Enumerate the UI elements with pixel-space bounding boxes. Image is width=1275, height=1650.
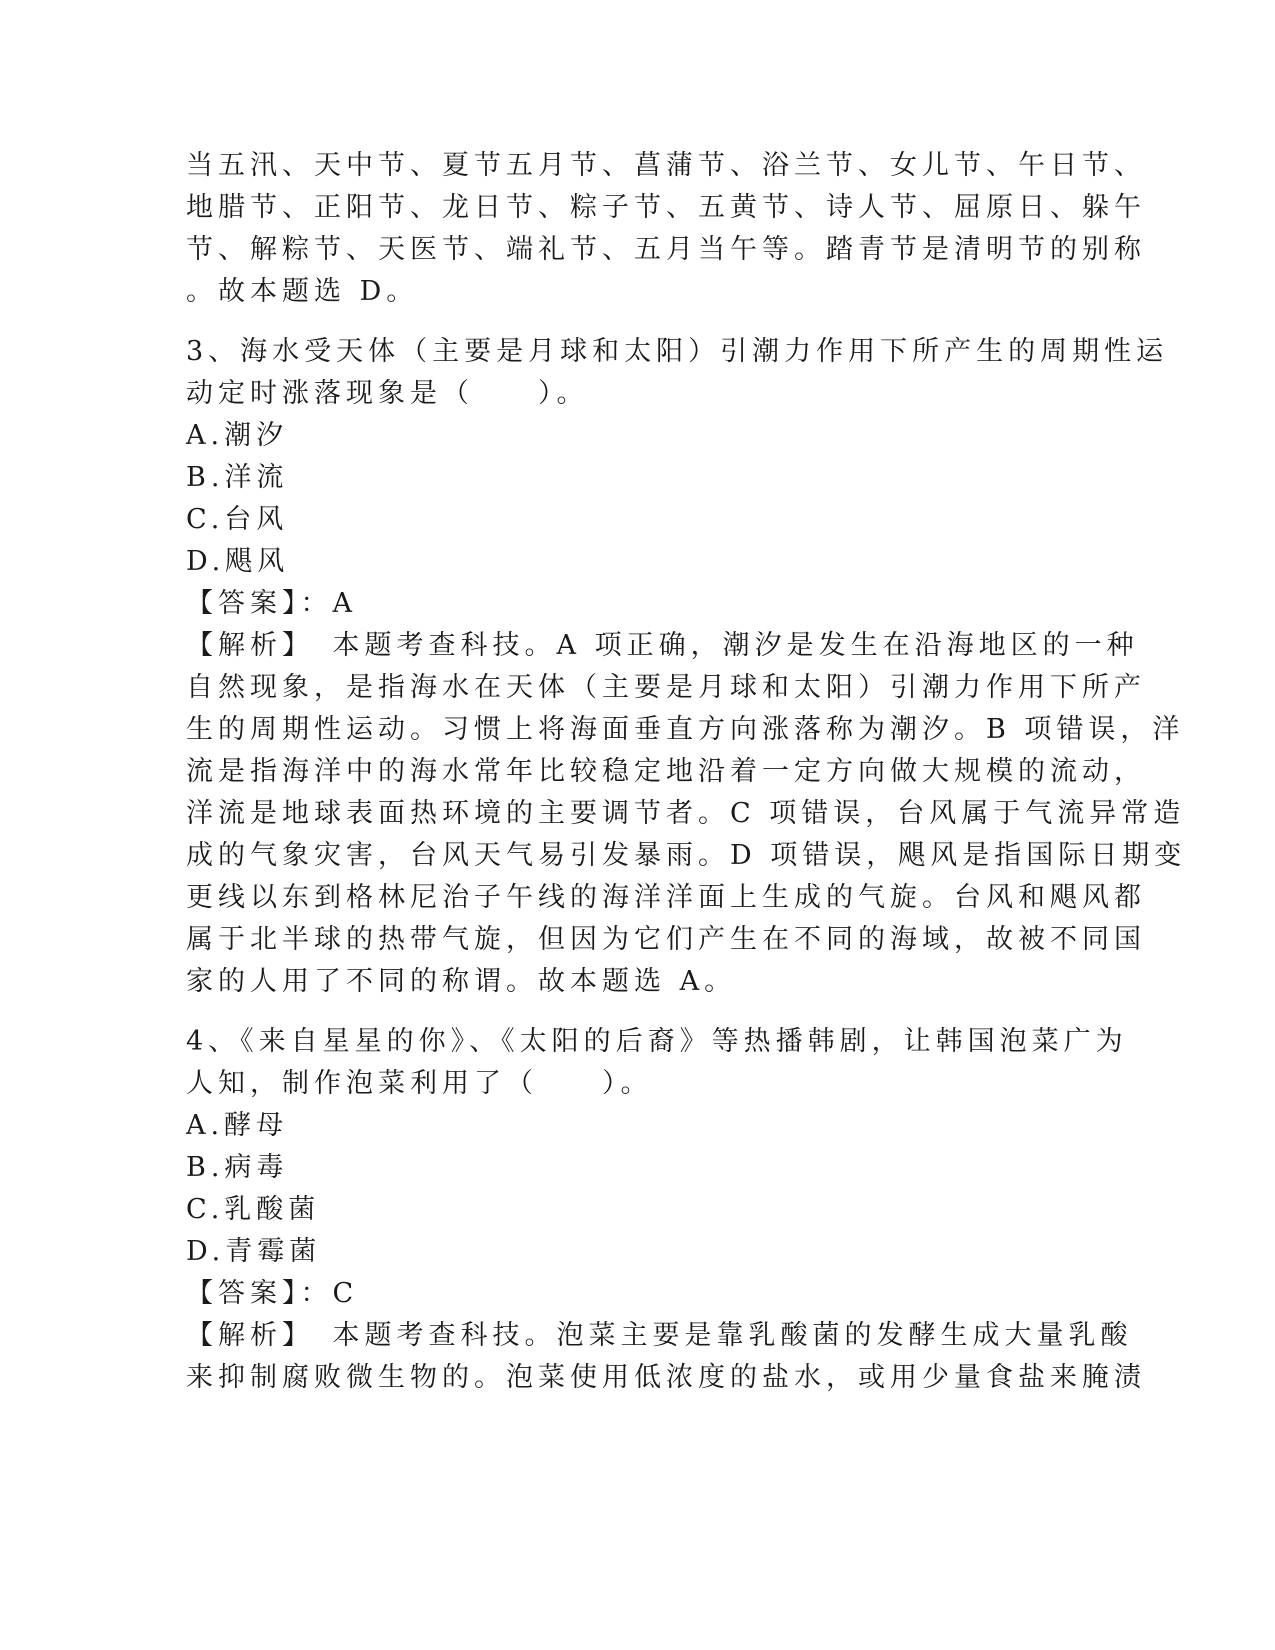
- analysis-line: 家的人用了不同的称谓。故本题选 A。: [186, 966, 737, 997]
- analysis-line: 【解析】 本题考查科技。泡菜主要是靠乳酸菌的发酵生成大量乳酸: [186, 1320, 1133, 1351]
- analysis-line: 【解析】 本题考查科技。A 项正确，潮汐是发生在沿海地区的一种: [186, 630, 1139, 661]
- option-c: C.乳酸菌: [186, 1194, 321, 1225]
- option-b: B.洋流: [186, 462, 289, 493]
- text-line: 当五汛、天中节、夏节五月节、菖蒲节、浴兰节、女儿节、午日节、: [186, 150, 1146, 181]
- question-stem-line: 动定时涨落现象是（ ）。: [186, 378, 589, 409]
- analysis-line: 自然现象，是指海水在天体（主要是月球和太阳）引潮力作用下所产: [186, 672, 1146, 703]
- question-stem-line: 3、海水受天体（主要是月球和太阳）引潮力作用下所产生的周期性运: [186, 336, 1169, 367]
- analysis-line: 更线以东到格林尼治子午线的海洋洋面上生成的气旋。台风和飓风都: [186, 882, 1146, 913]
- option-a: A.潮汐: [186, 420, 289, 451]
- option-c: C.台风: [186, 504, 289, 535]
- paragraph-gap: [186, 313, 1086, 331]
- text-line: 地腊节、正阳节、龙日节、粽子节、五黄节、诗人节、屈原日、躲午: [186, 192, 1146, 223]
- analysis-line: 洋流是地球表面热环境的主要调节者。C 项错误，台风属于气流异常造: [186, 798, 1186, 829]
- analysis-line: 流是指海洋中的海水常年比较稳定地沿着一定方向做大规模的流动，: [186, 756, 1146, 787]
- option-d: D.青霉菌: [186, 1236, 322, 1267]
- option-d: D.飓风: [186, 546, 290, 577]
- option-a: A.酵母: [186, 1110, 289, 1141]
- text-line: 。故本题选 D。: [186, 276, 419, 307]
- analysis-line: 成的气象灾害，台风天气易引发暴雨。D 项错误，飓风是指国际日期变: [186, 840, 1187, 871]
- question-3: [186, 331, 1187, 1003]
- q2-explanation-continued: [186, 145, 1146, 313]
- paragraph-gap: [186, 1003, 1086, 1021]
- document-page: [186, 145, 1187, 1399]
- answer-line: 【答案】：A: [186, 588, 357, 619]
- answer-line: 【答案】：C: [186, 1278, 359, 1309]
- analysis-line: 来抑制腐败微生物的。泡菜使用低浓度的盐水，或用少量食盐来腌渍: [186, 1362, 1146, 1393]
- option-b: B.病毒: [186, 1152, 289, 1183]
- question-stem-line: 4、《来自星星的你》、《太阳的后裔》等热播韩剧，让韩国泡菜广为: [186, 1026, 1128, 1057]
- question-stem-line: 人知，制作泡菜利用了（ ）。: [186, 1068, 653, 1099]
- question-4: [186, 1021, 1146, 1399]
- analysis-line: 生的周期性运动。习惯上将海面垂直方向涨落称为潮汐。B 项错误，洋: [186, 714, 1185, 745]
- analysis-line: 属于北半球的热带气旋，但因为它们产生在不同的海域，故被不同国: [186, 924, 1146, 955]
- text-line: 节、解粽节、天医节、端礼节、五月当午等。踏青节是清明节的别称: [186, 234, 1146, 265]
